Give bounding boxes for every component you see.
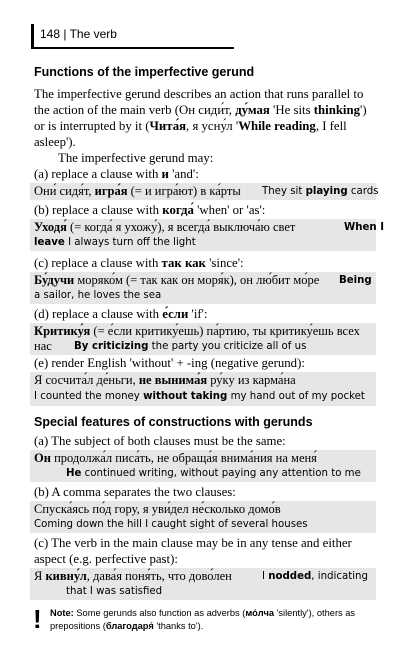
example-e-russian: Я сосчита́л де́ньги, не вынима́я ру́ку из карма́на <box>34 373 296 387</box>
feature-a-russian: Он продолжа́л писа́ть, не обраща́я внима́ния на меня́ <box>34 451 317 465</box>
feature-c-label-1: (c) The verb in the main clause may be in any tense and either <box>34 536 352 550</box>
feature-a-box <box>30 450 376 482</box>
feature-a-label: (a) The subject of both clauses must be the same: <box>34 434 286 448</box>
feature-c-label-2: aspect (e.g. perfective past): <box>34 552 178 566</box>
header-bar <box>31 24 34 49</box>
header-rule <box>34 47 234 49</box>
feature-b-box <box>30 501 376 533</box>
item-d-label: (d) replace a clause with е́сли 'if': <box>34 307 208 321</box>
feature-b-russian: Спуска́ясь по́д гору, я уви́дел не́сколько домо́в <box>34 502 281 516</box>
feature-c-russian: Я кивну́л, дава́я поня́ть, что дово́лен <box>34 569 232 583</box>
example-c-russian: Бу́дучи моряко́м (= так как он моря́к), он лю́бит мо́ре <box>34 273 320 287</box>
example-d-russian: Критику́я (= е́сли критику́ешь) па́ртию, ты критику́ешь всех <box>34 324 360 338</box>
example-d-box: Критику́я (= е́сли критику́ешь) па́ртию, ты критику́ешь всех нас By criticizing the party you criticize all of us <box>30 323 376 355</box>
example-d-english: By criticizing the party you criticize all of us <box>74 341 307 352</box>
example-e-english: I counted the money without taking my hand out of my pocket <box>34 391 365 402</box>
example-b-box: Уходя́ (= когда́ я ухожу́), я всегда́ выключа́ю свет When I leave I always turn off the light <box>30 219 376 251</box>
feature-b-label: (b) A comma separates the two clauses: <box>34 485 236 499</box>
item-c-label: (c) replace a clause with так как 'since': <box>34 256 244 270</box>
section-title-functions: Functions of the imperfective gerund <box>34 65 255 79</box>
exclamation-icon: ! <box>33 604 42 634</box>
page-label: 148 | The verb <box>40 27 117 41</box>
section-title-special-features: Special features of constructions with gerunds <box>34 415 313 429</box>
item-a-label: (a) replace a clause with и 'and': <box>34 167 199 181</box>
example-a-russian: Они́ сидя́т, игра́я (= и игра́ют) в ка́рты <box>34 184 241 198</box>
example-a-box <box>30 183 379 200</box>
feature-b-english: Coming down the hill I caught sight of several houses <box>34 519 308 530</box>
note-box: Note: Some gerunds also function as adverbs (мо́лча 'silently'), others as prepositions (благодаря́ 'thanks to'). <box>50 608 356 631</box>
book-page: 148 | The verb Functions of the imperfective gerund The imperfective gerund describes an action that runs parallel to the action of the main verb (Он сиди́т, ду́мая 'He sits thinking') or is interrupted by it (Чита́я, я усну́л 'While reading, I fell asleep'). The imperfective gerund may: (a) replace a clause with и 'and': Они́ сидя́т, игра́я (= и игра́ют) в ка́рты They sit playing cards (b) replace a clause with когда́ 'when' or 'as': Уходя́ (= когда́ я ухожу́), я всегда́ выключа́ю свет When I leave I always turn off the light (c) replace a clause with так как 'since': Бу́дучи моряко́м (= так как он моря́к), он лю́бит мо́ре Being a sailor, he loves the sea (d) replace a clause with е́сли 'if': Критику́я (= е́сли критику́ешь) па́ртию, ты критику́ешь всех нас By criticizing the party you criticize all of us (e) render English 'without' + -ing (negative gerund): Я сосчита́л де́ньги, не вынима́я ру́ку из карма́на I counted the money without taking my hand out of my pocket Special features of constructions with gerunds (a) The subject of both clauses must be the same: Он продолжа́л писа́ть, не обраща́я внима́ния на меня́ He continued writing, without paying any attention to me (b) A comma separates the two clauses: Спуска́ясь по́д гору, я уви́дел не́сколько домо́в Coming down the hill I caught sight of several houses (c) The verb in the main clause may be in any tense and either aspect (e.g. perfective past): Я кивну́л, дава́я поня́ть, что дово́лен I nodded, indicating that I was satisfied ! Note: Some gerunds also function as adverbs (мо́лча 'silently'), others as prepositions (благодаря́ 'thanks to'). <box>0 0 403 661</box>
example-c-english: a sailor, he loves the sea <box>34 290 162 301</box>
example-b-russian: Уходя́ (= когда́ я ухожу́), я всегда́ выключа́ю свет <box>34 220 296 234</box>
example-a-english: They sit playing cards <box>262 186 379 197</box>
feature-c-box: Я кивну́л, дава́я поня́ть, что дово́лен I nodded, indicating that I was satisfied <box>30 568 376 600</box>
item-e-label: (e) render English 'without' + -ing (negative gerund): <box>34 356 305 370</box>
example-c-box: Бу́дучи моряко́м (= так как он моря́к), он лю́бит мо́ре Being a sailor, he loves the sea <box>30 272 376 304</box>
item-b-label: (b) replace a clause with когда́ 'when' or 'as': <box>34 203 266 217</box>
feature-a-english: He continued writing, without paying any attention to me <box>66 468 361 479</box>
example-b-english: leave I always turn off the light <box>34 237 196 248</box>
feature-c-english: I nodded, indicating <box>262 571 368 582</box>
example-e-box <box>30 372 376 406</box>
